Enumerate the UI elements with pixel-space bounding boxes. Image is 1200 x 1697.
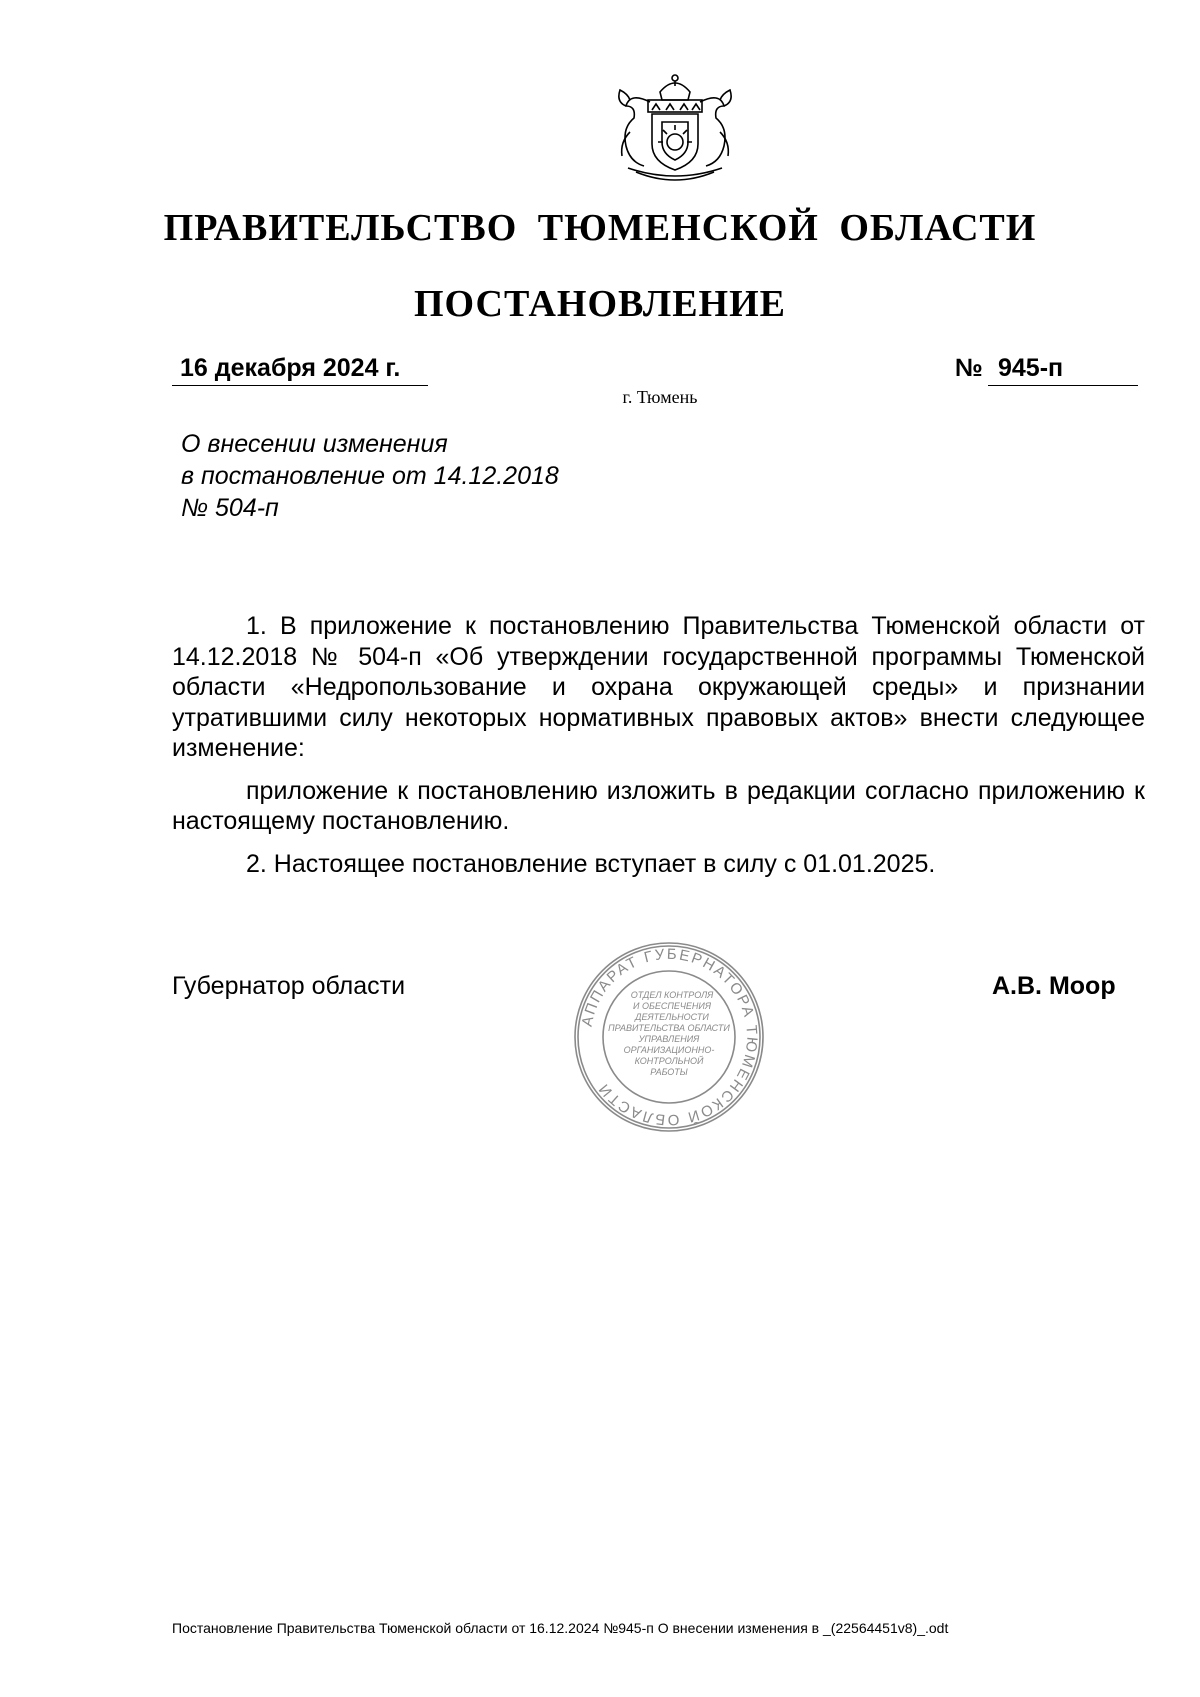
svg-text:КОНТРОЛЬНОЙ: КОНТРОЛЬНОЙ [634, 1056, 704, 1066]
subject-line: О внесении изменения [181, 430, 448, 458]
svg-text:РАБОТЫ: РАБОТЫ [650, 1067, 688, 1077]
document-city: г. Тюмень [622, 387, 698, 407]
signatory-position: Губернатор области [172, 972, 406, 1000]
subject-line: № 504-п [181, 494, 279, 522]
svg-text:И ОБЕСПЕЧЕНИЯ: И ОБЕСПЕЧЕНИЯ [633, 1001, 711, 1011]
organization-title: ПРАВИТЕЛЬСТВО ТЮМЕНСКОЙ ОБЛАСТИ [163, 207, 1037, 249]
body-paragraph: 1. В приложение к постановлению Правительства Тюменской области от 14.12.2018 № 504-п «Об утверждении государственной программы Тюменской области «Недропользование и охрана окружающей среды» и признании утратившими силу некоторых нормативных правовых актов» внести следующее изменение: [172, 612, 1145, 762]
svg-text:ДЕЯТЕЛЬНОСТИ: ДЕЯТЕЛЬНОСТИ [635, 1012, 709, 1022]
svg-text:ОРГАНИЗАЦИОННО-: ОРГАНИЗАЦИОННО- [623, 1045, 715, 1055]
subject-line: в постановление от 14.12.2018 [181, 462, 559, 490]
document-footer: Постановление Правительства Тюменской области от 16.12.2024 №945-п О внесении изменения в _(22564451v8)_.odt [172, 1620, 949, 1636]
signatory-name: А.В. Моор [992, 972, 1116, 1000]
document-type-title: ПОСТАНОВЛЕНИЕ [413, 283, 787, 325]
document-subject [181, 428, 559, 524]
number-label: № [955, 354, 983, 382]
svg-text:ОТДЕЛ КОНТРОЛЯ: ОТДЕЛ КОНТРОЛЯ [630, 990, 714, 1000]
body-paragraph: приложение к постановлению изложить в редакции согласно приложению к настоящему постановлению. [172, 776, 1145, 835]
coat-of-arms-icon [600, 72, 750, 184]
document-number: 945-п [988, 354, 1138, 386]
svg-text:АППАРАТ ГУБЕРНАТОРА ТЮМЕНСКОЙ: АППАРАТ ГУБЕРНАТОРА ТЮМЕНСКОЙ ОБЛАСТИ [578, 945, 761, 1129]
body-paragraph: 2. Настоящее постановление вступает в силу с 01.01.2025. [246, 849, 936, 878]
svg-text:УПРАВЛЕНИЯ: УПРАВЛЕНИЯ [638, 1034, 700, 1044]
svg-text:ПРАВИТЕЛЬСТВА ОБЛАСТИ: ПРАВИТЕЛЬСТВА ОБЛАСТИ [608, 1023, 730, 1033]
document-date: 16 декабря 2024 г. [172, 354, 428, 386]
document-body [172, 611, 1145, 891]
official-seal-icon [572, 940, 766, 1134]
